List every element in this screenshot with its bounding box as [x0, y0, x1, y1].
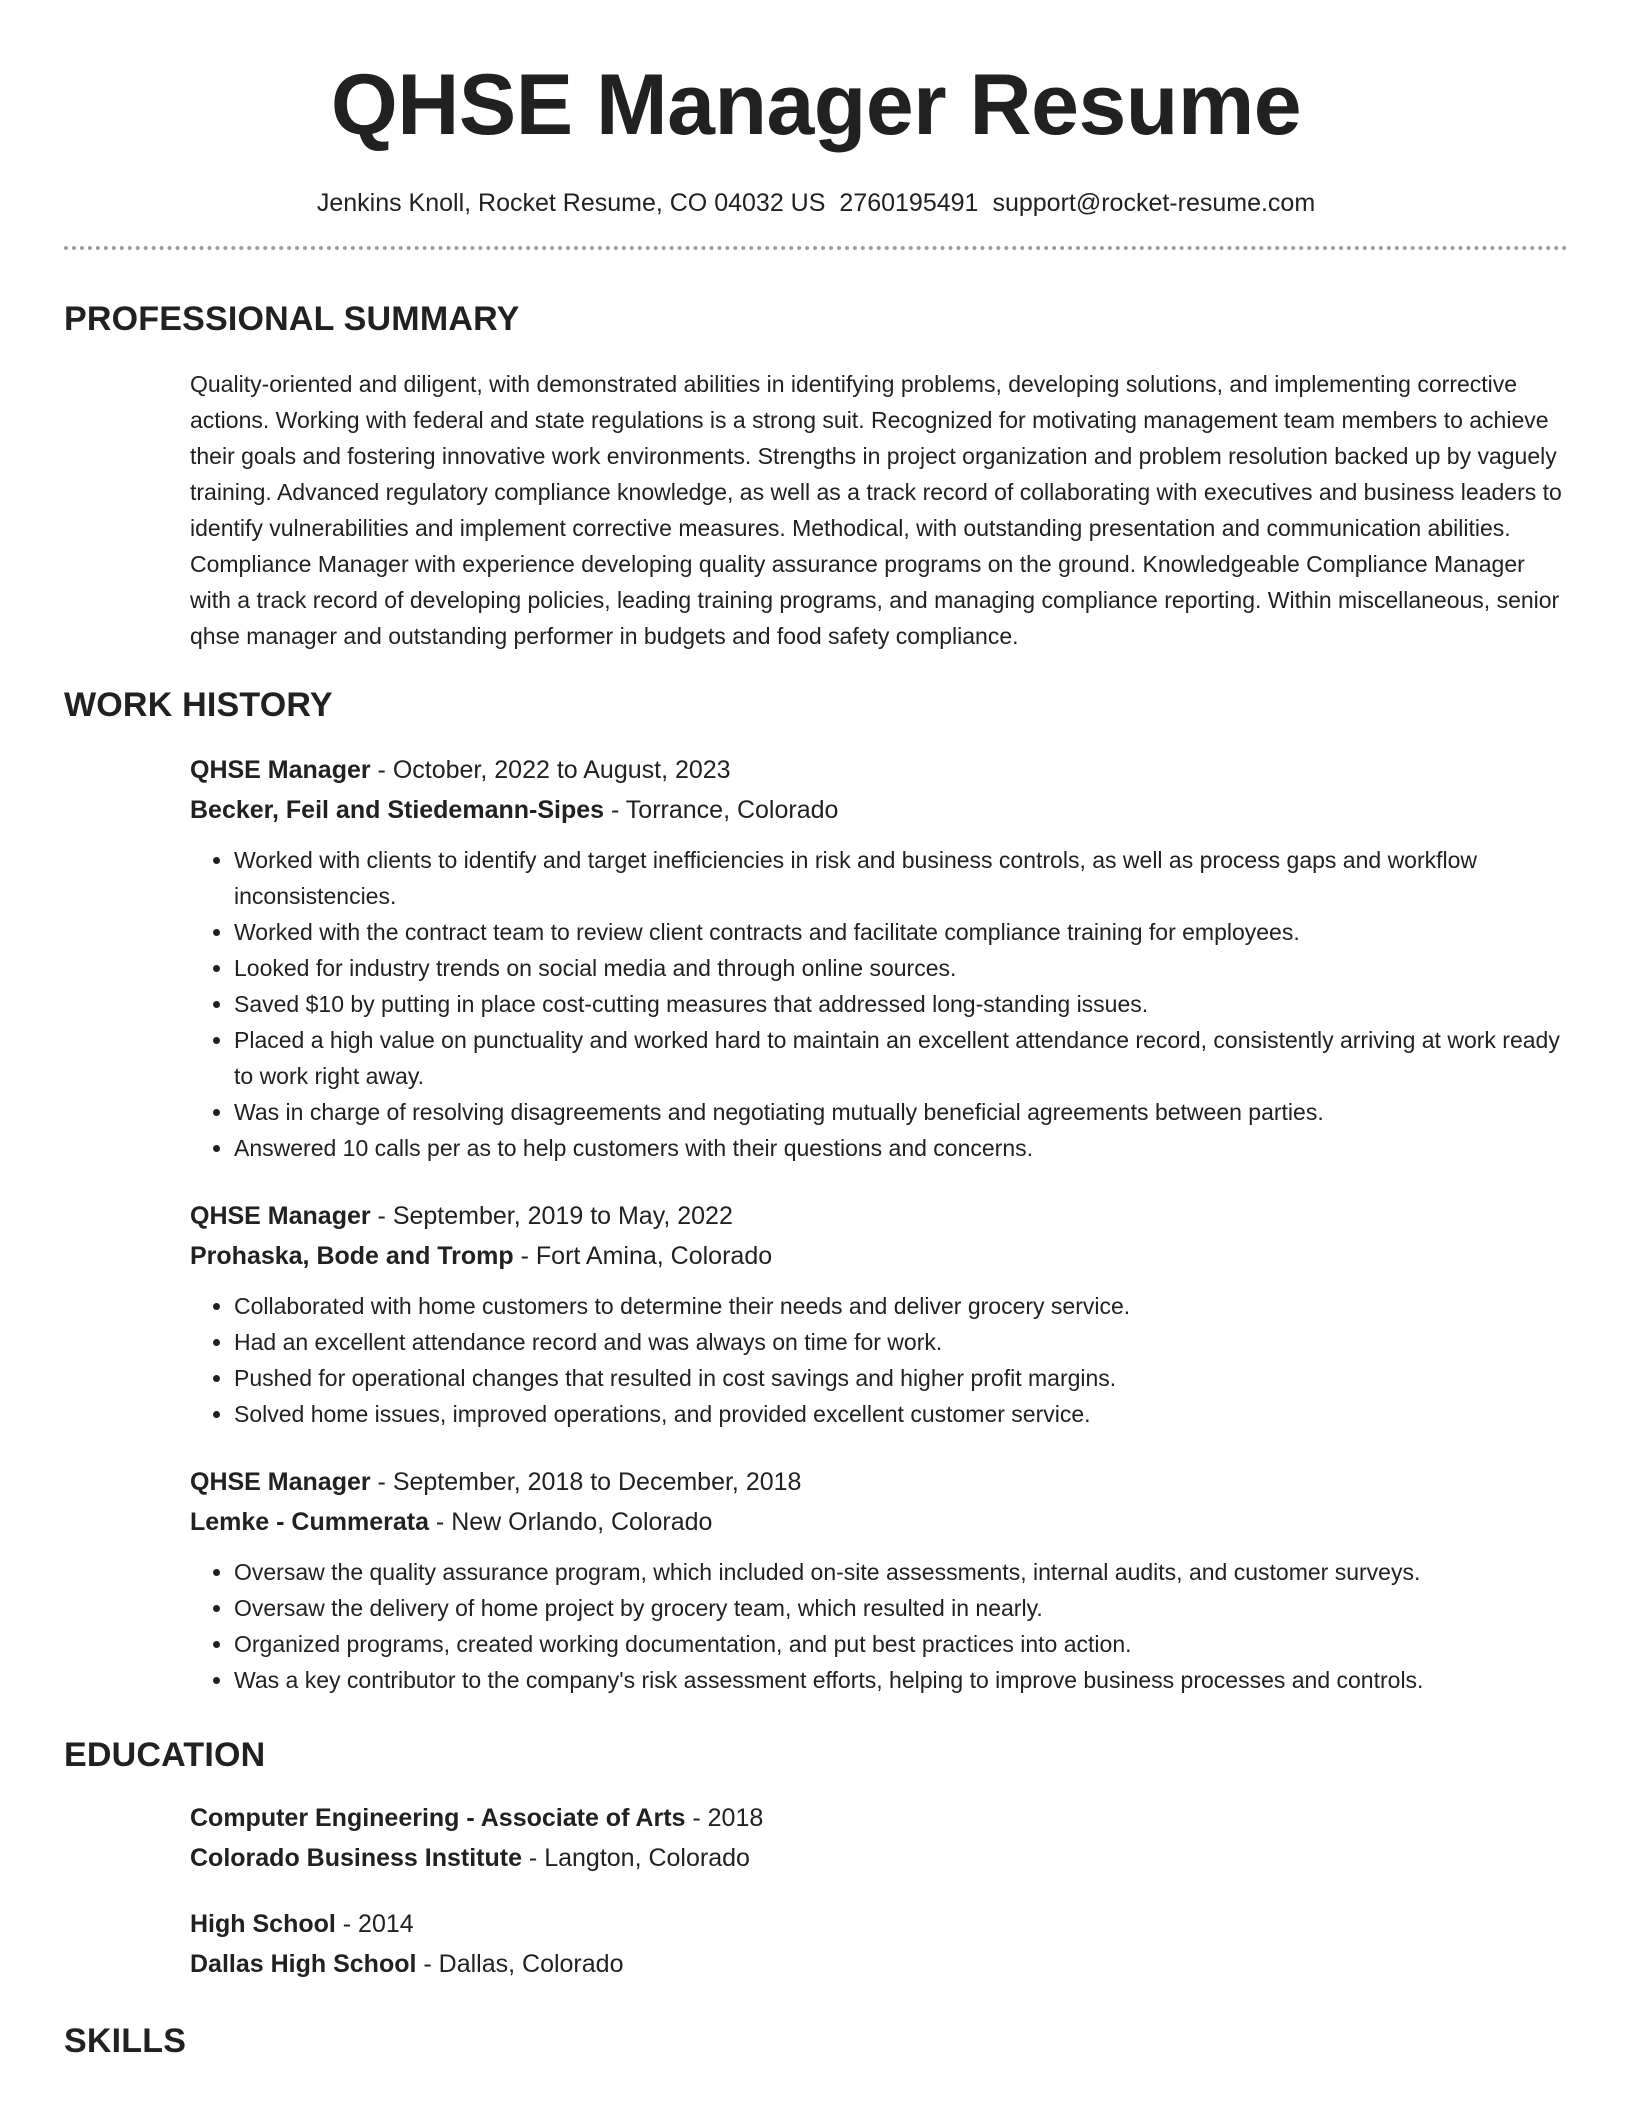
- list-item: • Saved $10 by putting in place cost-cutting measures that addressed long-standing issues.: [234, 986, 1568, 1022]
- list-item: • Oversaw the quality assurance program, which included on-site assessments, internal audits, and customer surveys.: [234, 1554, 1568, 1590]
- contact-line: [64, 188, 1568, 218]
- list-item: • Looked for industry trends on social media and through online sources.: [234, 950, 1568, 986]
- education-school: Dallas High School: [190, 1950, 417, 1978]
- job-title-line: [190, 1196, 1568, 1236]
- job-title-line: [190, 1462, 1568, 1502]
- education-entry-1: [190, 1798, 1568, 1878]
- education-year: - 2014: [335, 1910, 414, 1938]
- job-title: QHSE Manager: [190, 1202, 371, 1230]
- resume-title: QHSE Manager Resume: [330, 57, 1302, 153]
- contact-phone: 2760195491: [839, 189, 979, 217]
- list-item: • Worked with the contract team to review client contracts and facilitate compliance training for employees.: [234, 914, 1568, 950]
- job-location: - Fort Amina, Colorado: [513, 1242, 773, 1270]
- job-title-line: [190, 750, 1568, 790]
- education-entry-2: [190, 1904, 1568, 1984]
- list-item: • Was a key contributor to the company's risk assessment efforts, helping to improve business processes and controls.: [234, 1662, 1568, 1698]
- job-bullets: [190, 1554, 1568, 1698]
- list-item: • Oversaw the delivery of home project by grocery team, which resulted in nearly.: [234, 1590, 1568, 1626]
- job-location: - Torrance, Colorado: [604, 796, 839, 824]
- job-title: QHSE Manager: [190, 756, 371, 784]
- job-bullets: [190, 1288, 1568, 1432]
- resume-page: [64, 0, 1568, 2058]
- job-company: Lemke - Cummerata: [190, 1508, 429, 1536]
- list-item: • Was in charge of resolving disagreements and negotiating mutually beneficial agreements between parties.: [234, 1094, 1568, 1130]
- job-title: QHSE Manager: [190, 1468, 371, 1496]
- list-item: • Worked with clients to identify and target inefficiencies in risk and business controls, as well as process gaps and workflow inconsistencies.: [234, 842, 1568, 914]
- education-location: - Langton, Colorado: [521, 1844, 750, 1872]
- header-divider: [64, 246, 1568, 250]
- job-company: Becker, Feil and Stiedemann-Sipes: [190, 796, 605, 824]
- job-company-line: [190, 1502, 1568, 1542]
- section-title-summary: PROFESSIONAL SUMMARY: [64, 300, 520, 338]
- contact-address: Jenkins Knoll, Rocket Resume, CO 04032 US: [316, 189, 826, 217]
- contact-email: support@rocket-resume.com: [992, 189, 1316, 217]
- list-item: • Placed a high value on punctuality and worked hard to maintain an excellent attendance record, consistently arriving at work ready to work right away.: [234, 1022, 1568, 1094]
- education-degree: Computer Engineering - Associate of Arts: [190, 1804, 686, 1832]
- job-company-line: [190, 1236, 1568, 1276]
- list-item: • Collaborated with home customers to determine their needs and deliver grocery service.: [234, 1288, 1568, 1324]
- list-item: • Had an excellent attendance record and was always on time for work.: [234, 1324, 1568, 1360]
- job-entry-3: [190, 1462, 1568, 1698]
- education-degree-line: [190, 1798, 1568, 1838]
- job-dates: - September, 2019 to May, 2022: [370, 1202, 733, 1230]
- job-bullets: [190, 842, 1568, 1166]
- job-dates: - September, 2018 to December, 2018: [370, 1468, 802, 1496]
- list-item: • Solved home issues, improved operations, and provided excellent customer service.: [234, 1396, 1568, 1432]
- job-entry-1: [190, 750, 1568, 1166]
- education-school-line: [190, 1838, 1568, 1878]
- job-dates: - October, 2022 to August, 2023: [370, 756, 731, 784]
- job-entry-2: [190, 1196, 1568, 1432]
- list-item: • Organized programs, created working documentation, and put best practices into action.: [234, 1626, 1568, 1662]
- list-item: • Pushed for operational changes that resulted in cost savings and higher profit margins.: [234, 1360, 1568, 1396]
- section-title-skills: SKILLS: [64, 2022, 187, 2060]
- summary-paragraph: Quality-oriented and diligent, with demonstrated abilities in identifying problems, developing solutions, and implementing corrective actions. Working with federal and state regulations is a strong suit. Recognized for motivating management team members to achieve their goals and fostering innovative work environments. Strengths in project organization and problem resolution backed up by vaguely training. Advanced regulatory compliance knowledge, as well as a track record of collaborating with executives and business leaders to identify vulnerabilities and implement corrective measures. Methodical, with outstanding presentation and communication abilities. Compliance Manager with experience developing quality assurance programs on the ground. Knowledgeable Compliance Manager with a track record of developing policies, leading training programs, and managing compliance reporting. Within miscellaneous, senior qhse manager and outstanding performer in budgets and food safety compliance.: [190, 371, 1562, 649]
- job-company: Prohaska, Bode and Tromp: [190, 1242, 514, 1270]
- job-company-line: [190, 790, 1568, 830]
- education-year: - 2018: [685, 1804, 764, 1832]
- education-school-line: [190, 1944, 1568, 1984]
- education-degree: High School: [190, 1910, 336, 1938]
- job-location: - New Orlando, Colorado: [428, 1508, 713, 1536]
- section-title-work-history: WORK HISTORY: [64, 686, 333, 724]
- education-location: - Dallas, Colorado: [416, 1950, 624, 1978]
- list-item: • Answered 10 calls per as to help customers with their questions and concerns.: [234, 1130, 1568, 1166]
- education-school: Colorado Business Institute: [190, 1844, 522, 1872]
- education-degree-line: [190, 1904, 1568, 1944]
- section-title-education: EDUCATION: [64, 1736, 266, 1774]
